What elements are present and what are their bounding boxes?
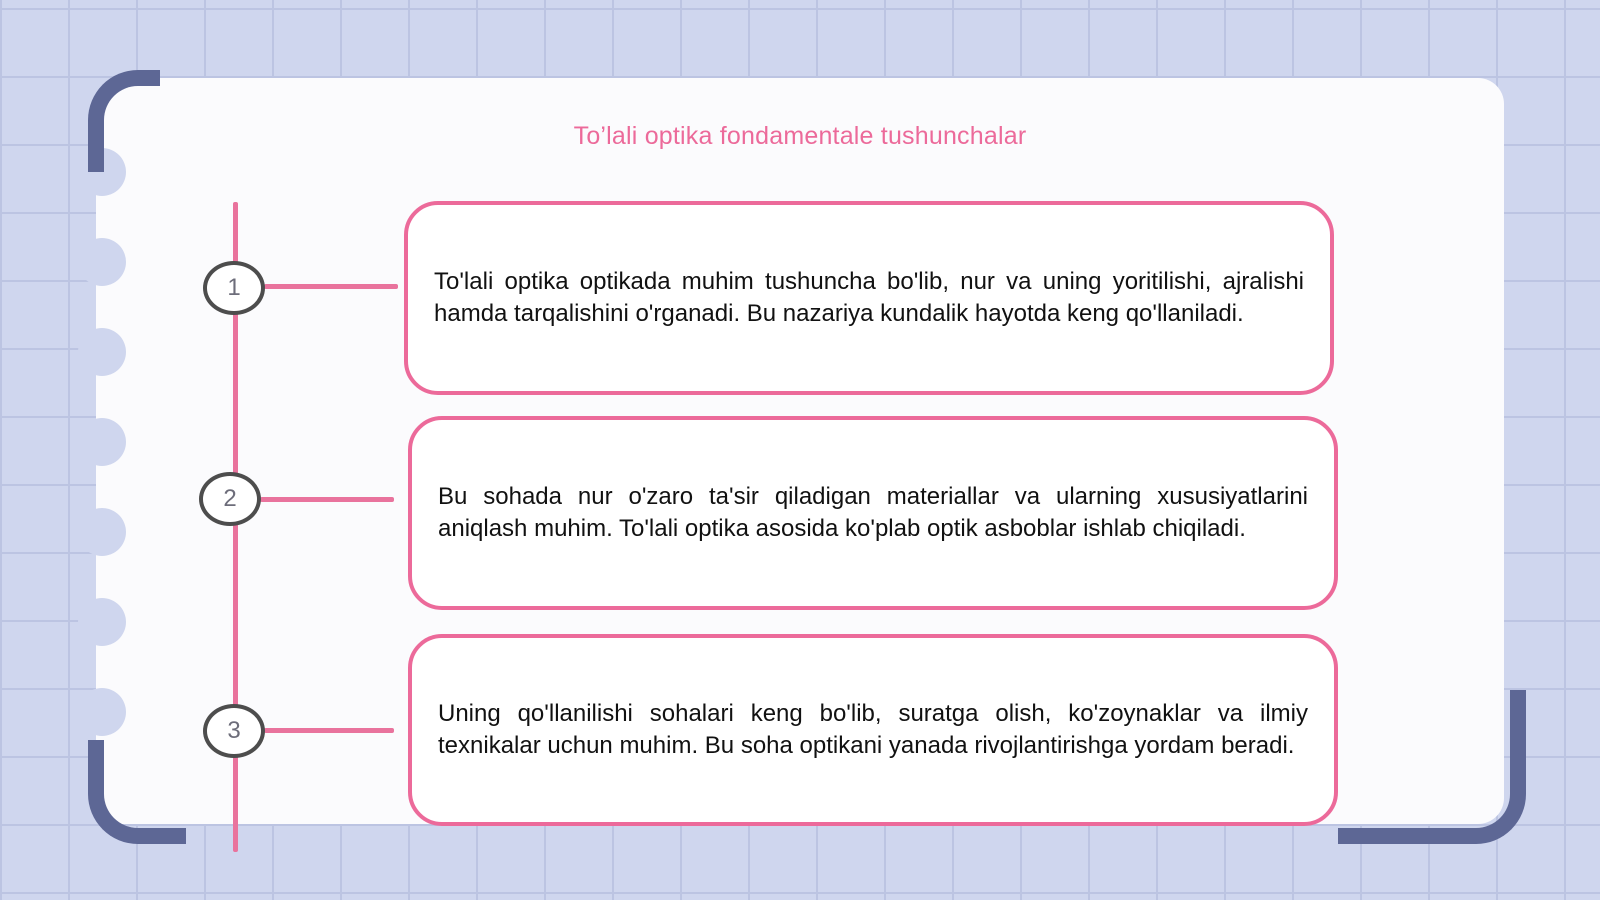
card-edge-notch (78, 598, 126, 646)
timeline-marker (199, 472, 261, 526)
timeline-item-box (408, 634, 1338, 826)
slide-title: To’lali optika fondamentale tushunchalar (573, 122, 1027, 150)
timeline-marker-number: 2 (223, 485, 237, 512)
timeline-item-text: Uning qo'llanilishi sohalari keng bo'lib, suratga olish, ko'zoynaklar va ilmiy texnikalar uchun muhim. Bu soha optikani yanada rivojlantirishga yordam beradi. (438, 700, 1308, 759)
timeline-connector (264, 728, 394, 733)
card-edge-notch (78, 688, 126, 736)
corner-bracket-bottom-left (88, 740, 186, 844)
timeline-connector (260, 497, 394, 502)
timeline-marker (203, 704, 265, 758)
timeline-item-box (408, 416, 1338, 610)
corner-bracket-bottom-right (1338, 690, 1526, 844)
timeline-marker (203, 261, 265, 315)
timeline-connector (264, 284, 398, 289)
timeline-item-box (404, 201, 1334, 395)
card-edge-notch (78, 508, 126, 556)
timeline-item-text: To'lali optika optikada muhim tushuncha bo'lib, nur va uning yoritilishi, ajralishi hamda tarqalishini o'rganadi. Bu nazariya kundalik hayotda keng qo'llaniladi. (434, 268, 1304, 327)
card-edge-notch (78, 418, 126, 466)
card-edge-notch (78, 238, 126, 286)
timeline-marker-number: 1 (227, 274, 241, 301)
timeline-marker-number: 3 (227, 717, 241, 744)
card-edge-notch (78, 328, 126, 376)
corner-bracket-top-left (88, 70, 160, 172)
timeline-item-text: Bu sohada nur o'zaro ta'sir qiladigan materiallar va ularning xususiyatlarini aniqlash muhim. To'lali optika asosida ko'plab optik asboblar ishlab chiqiladi. (438, 483, 1308, 542)
